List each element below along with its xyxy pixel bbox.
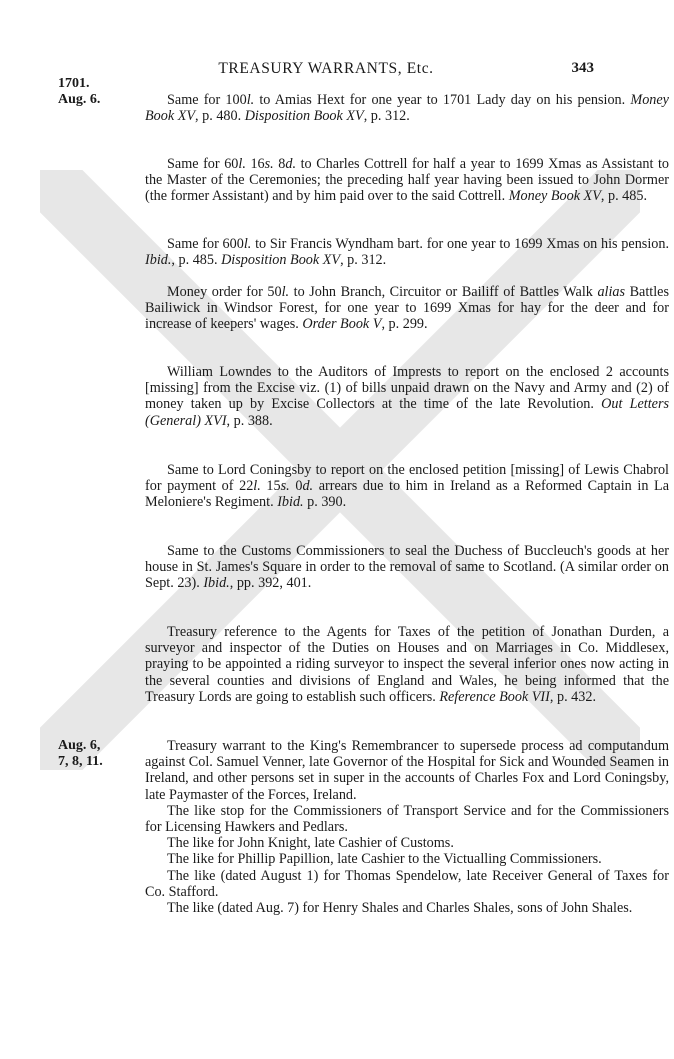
italic-segment: Money Book XV <box>145 92 669 125</box>
margin-year: 1701. <box>58 76 90 91</box>
paragraph <box>145 543 669 592</box>
text-segment: arrears due to him in Ireland as a Reformed Captain in La Meloniere's Regiment. <box>145 478 670 511</box>
italic-segment: l. <box>243 236 252 252</box>
entry-6 <box>145 462 669 511</box>
entry-9 <box>145 738 669 916</box>
text-segment: , p. 485. <box>600 188 647 205</box>
margin-date-line: 7, 8, 11. <box>58 754 103 770</box>
text-segment: , p. 312. <box>340 252 387 269</box>
text-segment: , pp. 392, 401. <box>229 575 312 592</box>
text-segment: 15 <box>260 478 281 495</box>
entry-3 <box>145 236 669 268</box>
paragraph <box>145 236 669 268</box>
text-segment: , p. 312. <box>363 108 410 125</box>
italic-segment: Money Book XV <box>508 188 601 205</box>
paragraph <box>145 92 669 124</box>
text-segment: Same for 60 <box>167 156 239 172</box>
text-segment: p. 390. <box>303 494 347 511</box>
text-segment: to Sir Francis Wyndham bart. for one year to 1699 Xmas on his pension. <box>251 236 669 252</box>
text-segment: 0 <box>289 478 303 495</box>
italic-segment: alias <box>597 284 626 300</box>
italic-segment: Disposition Book XV <box>221 252 341 269</box>
paragraph <box>145 284 669 333</box>
italic-segment: l. <box>246 92 255 108</box>
text-segment: to Charles Cottrell for half a year to 1699 Xmas as Assistant to the Master of the Ceremonies; the preceding half year having been issued to John Dormer (the former Assistant) and by him paid over to the said Cottrell. <box>145 156 670 205</box>
text-segment: , p. 480. <box>195 108 245 125</box>
text-segment: 16 <box>245 156 265 172</box>
text-segment: to John Branch, Circuitor or Bailiff of Battles Walk <box>289 284 598 300</box>
italic-segment: Reference Book VII <box>439 688 550 705</box>
paragraph: The like for John Knight, late Cashier of Customs. <box>167 835 454 852</box>
entry-7 <box>145 543 669 592</box>
text-segment: , p. 388. <box>226 412 273 429</box>
italic-segment: d. <box>302 478 314 495</box>
text-segment: Same for 600 <box>167 236 244 252</box>
text-segment: William Lowndes to the Auditors of Imprests to report on the enclosed 2 accounts [missing] from the Excise viz. (1) of bills unpaid drawn on the Navy and Army and (2) of money taken up by Excise Collectors at the time of the late Revolution. <box>145 364 669 413</box>
text-segment: , p. 299. <box>381 316 428 333</box>
italic-segment: l. <box>281 284 290 300</box>
text-segment: Money order for 50 <box>167 284 282 300</box>
text-segment: , p. 432. <box>549 688 596 705</box>
italic-segment: l. <box>238 156 246 172</box>
entry-1 <box>145 92 669 124</box>
text-segment: Same for 100 <box>167 92 247 108</box>
italic-segment: d. <box>285 156 297 172</box>
text-segment: Battles Bailiwick in Windsor Forest, for one year to 1699 Xmas for hay for the deer and for increase of keepers' wages. <box>145 284 669 333</box>
paragraph: The like for Phillip Papillion, late Cashier to the Victualling Commissioners. <box>167 851 602 868</box>
text-segment: Treasury reference to the Agents for Taxes of the petition of Jonathan Durden, a surveyor and inspector of the Duties on Houses and on Marriages in Co. Middlesex, praying to be appointed a riding surveyor to inspect the several inferior ones now acting in the several counties and divisions of England and Wales, he being informed that the Treasury Lords are going to establish such officers. <box>145 624 669 705</box>
italic-segment: Ibid. <box>203 575 230 592</box>
text-segment: Same to the Customs Commissioners to seal the Duchess of Buccleuch's goods at her house in St. James's Square in order to the removal of same to Scotland. (A similar order on Sept. 23). <box>145 543 669 592</box>
entry-4 <box>145 284 669 333</box>
paragraph: The like stop for the Commissioners of Transport Service and for the Commissioners for Licensing Hawkers and Pedlars. <box>145 802 669 836</box>
italic-segment: Order Book V <box>302 316 382 333</box>
italic-segment: Ibid. <box>145 252 172 269</box>
margin-date: Aug. 6. <box>58 92 101 107</box>
entry-2 <box>145 156 669 205</box>
italic-segment: s. <box>280 478 290 495</box>
italic-segment: l. <box>253 478 261 495</box>
entry-8 <box>145 624 669 705</box>
margin-date-range <box>58 738 103 770</box>
paragraph <box>145 156 669 205</box>
italic-segment: Disposition Book XV <box>244 108 364 125</box>
text-segment: Same to Lord Coningsby to report on the enclosed petition [missing] of Lewis Chabrol for payment of 22 <box>145 462 669 495</box>
paragraph <box>145 462 669 511</box>
paragraph: The like (dated Aug. 7) for Henry Shales and Charles Shales, sons of John Shales. <box>167 900 633 917</box>
text-segment: to Amias Hext for one year to 1701 Lady day on his pension. <box>254 92 631 108</box>
paragraph <box>145 364 669 429</box>
italic-segment: s. <box>264 156 274 172</box>
text-segment: , p. 485. <box>171 252 222 269</box>
paragraph: The like (dated August 1) for Thomas Spendelow, late Receiver General of Taxes for Co. Stafford. <box>145 867 669 900</box>
paragraph: Treasury warrant to the King's Remembrancer to supersede process ad computandum against Col. Samuel Venner, late Governor of the Hospital for Sick and Wounded Seamen in Ireland, and other persons set in super in the accounts of Charles Fox and Lord Coningsby, late Paymaster of the Forces, Ireland. <box>145 738 669 803</box>
entry-5 <box>145 364 669 429</box>
italic-segment: Ibid. <box>277 494 304 511</box>
running-title: TREASURY WARRANTS, Etc. <box>218 60 434 77</box>
page-number: 343 <box>571 60 594 76</box>
italic-segment: Out Letters (General) XVI <box>145 396 669 429</box>
text-segment: 8 <box>273 156 286 172</box>
margin-date-line: Aug. 6, <box>58 738 101 753</box>
paragraph <box>145 624 669 705</box>
page-header <box>58 60 594 82</box>
